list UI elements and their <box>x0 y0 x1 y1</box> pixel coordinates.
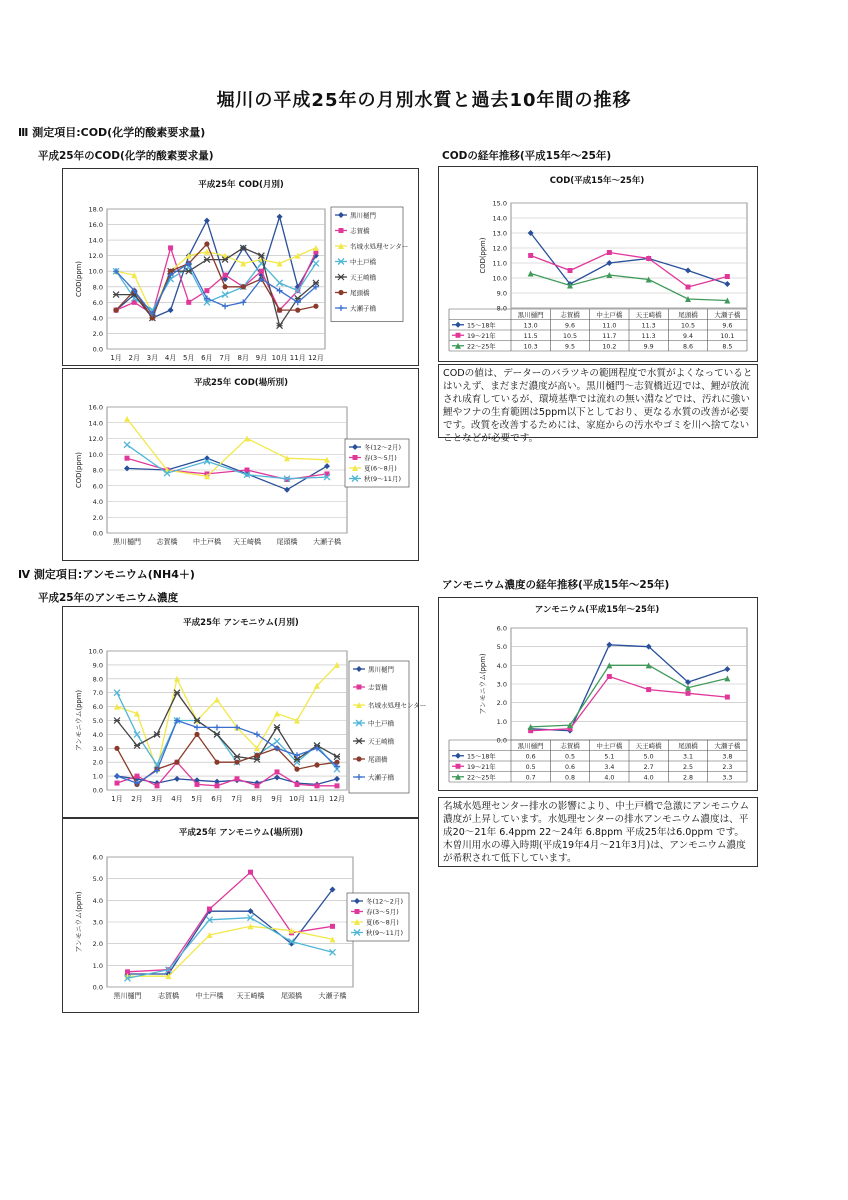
y-axis-label: COD(ppm) <box>75 452 83 488</box>
y-tick-label: 0.0 <box>92 983 103 992</box>
y-tick-label: 7.0 <box>92 689 103 698</box>
data-point <box>204 241 209 246</box>
x-tick-label: 中土戸橋 <box>193 538 221 546</box>
y-tick-label: 13.0 <box>492 229 507 238</box>
table-value: 9.6 <box>722 322 733 330</box>
y-tick-label: 2.0 <box>92 940 103 949</box>
x-tick-label: 天王崎橋 <box>635 741 662 750</box>
data-point <box>155 783 160 788</box>
y-tick-label: 14.0 <box>88 419 103 428</box>
legend <box>349 661 426 793</box>
data-point <box>330 924 335 929</box>
y-tick-label: 4.0 <box>92 730 103 739</box>
data-point <box>295 782 300 787</box>
x-tick-label: 1月 <box>111 795 123 803</box>
x-tick-label: 8月 <box>251 795 263 803</box>
data-point <box>223 273 228 278</box>
y-tick-label: 10.0 <box>88 450 103 459</box>
x-tick-label: 天王崎橋 <box>635 310 662 319</box>
table-value: 10.5 <box>562 332 578 340</box>
legend-label: 黒川樋門 <box>350 211 376 220</box>
data-point <box>135 774 140 779</box>
y-tick-label: 9.0 <box>92 661 103 670</box>
y-tick-label: 1.0 <box>496 717 507 726</box>
table-value: 11.0 <box>602 322 617 330</box>
y-axis-label: アンモニウム(ppm) <box>75 891 83 953</box>
legend-marker <box>353 455 358 460</box>
legend-label: 志賀橋 <box>368 683 388 692</box>
y-axis-label: COD(ppm) <box>479 237 487 274</box>
chart-title: 平成25年 アンモニウム(場所別) <box>178 828 304 838</box>
legend-marker <box>456 764 461 769</box>
table-value: 10.5 <box>680 322 696 330</box>
y-tick-label: 14.0 <box>88 236 103 245</box>
data-point <box>234 760 239 765</box>
y-tick-label: 3.0 <box>92 918 103 927</box>
legend-label: 19～21年 <box>467 763 496 771</box>
y-tick-label: 12.0 <box>492 244 507 253</box>
y-tick-label: 6.0 <box>92 703 103 712</box>
data-point <box>294 767 299 772</box>
legend-marker <box>339 228 344 233</box>
cod-site-chart-frame <box>62 368 419 561</box>
y-tick-label: 16.0 <box>88 403 103 412</box>
chart-title: COD(平成15年～25年) <box>549 176 645 186</box>
x-tick-label: 黒川樋門 <box>517 310 544 319</box>
y-axis-label: アンモニウム(ppm) <box>75 690 83 751</box>
legend-marker <box>456 333 461 338</box>
x-tick-label: 7月 <box>219 354 231 362</box>
x-tick-label: 11月 <box>309 795 325 803</box>
data-point <box>248 870 253 875</box>
y-tick-label: 5.0 <box>92 875 103 884</box>
x-tick-label: 志賀橋 <box>560 310 580 319</box>
x-tick-label: 大瀬子橋 <box>714 310 741 319</box>
y-tick-label: 2.0 <box>496 699 507 708</box>
table-value: 3.1 <box>682 753 694 761</box>
y-tick-label: 0.0 <box>92 529 103 538</box>
legend-label: 名城水処理センター <box>350 242 409 251</box>
y-tick-label: 3.0 <box>496 680 507 689</box>
y-tick-label: 0.0 <box>496 736 507 745</box>
y-tick-label: 6.0 <box>92 298 103 307</box>
legend-label: 22～25年 <box>467 343 496 351</box>
y-tick-label: 5.0 <box>496 643 507 652</box>
page-title: 堀川の平成25年の月別水質と過去10年間の推移 <box>216 90 632 111</box>
legend-label: 冬(12～2月) <box>366 897 403 906</box>
data-point <box>277 308 282 313</box>
y-tick-label: 12.0 <box>88 252 103 261</box>
cod-trend-chart-frame <box>438 166 758 362</box>
table-value: 0.6 <box>525 753 536 761</box>
table-value: 9.6 <box>564 322 576 330</box>
table-value: 2.7 <box>643 763 654 771</box>
x-tick-label: 7月 <box>231 795 243 803</box>
table-value: 2.5 <box>682 763 694 771</box>
data-point <box>125 456 130 461</box>
y-tick-label: 8.0 <box>496 304 507 313</box>
table-value: 10.1 <box>720 332 735 340</box>
data-point <box>174 760 179 765</box>
x-tick-label: 中土戸橋 <box>596 310 623 319</box>
table-value: 10.2 <box>602 343 617 351</box>
data-point <box>568 268 573 273</box>
data-point <box>241 284 246 289</box>
x-tick-label: 5月 <box>183 354 195 362</box>
data-point <box>295 308 300 313</box>
data-point <box>186 300 191 305</box>
data-point <box>255 783 260 788</box>
x-tick-label: 大瀬子橋 <box>313 538 341 546</box>
legend-label: 尾頭橋 <box>350 288 370 297</box>
data-point <box>215 783 220 788</box>
legend-marker <box>357 685 362 690</box>
table-value: 11.5 <box>523 332 538 340</box>
chart-title: 平成25年 COD(場所別) <box>193 378 289 388</box>
data-point <box>114 746 119 751</box>
y-axis-label: アンモニウム(ppm) <box>479 653 487 715</box>
table-value: 13.0 <box>523 322 538 330</box>
data-point <box>168 245 173 250</box>
x-tick-label: 1月 <box>110 354 122 362</box>
data-point <box>725 695 730 700</box>
data-point <box>607 250 612 255</box>
table-value: 3.3 <box>722 774 733 782</box>
data-point <box>315 783 320 788</box>
data-point <box>204 288 209 293</box>
y-tick-label: 5.0 <box>92 717 103 725</box>
data-point <box>528 253 533 258</box>
legend-label: 秋(9～11月) <box>366 928 403 937</box>
table-value: 5.1 <box>604 753 615 761</box>
y-tick-label: 12.0 <box>88 435 103 443</box>
x-tick-label: 尾頭橋 <box>678 310 698 319</box>
data-point <box>115 781 120 786</box>
x-tick-label: 4月 <box>164 354 177 362</box>
data-point <box>646 256 651 261</box>
data-point <box>275 769 280 774</box>
section-heading-nh4: Ⅳ 測定項目:アンモニウム(NH4＋) <box>18 568 195 581</box>
cod-site-chart <box>63 369 418 560</box>
legend <box>345 439 409 487</box>
data-point <box>235 776 240 781</box>
y-tick-label: 1.0 <box>92 772 103 781</box>
y-tick-label: 8.0 <box>92 675 103 684</box>
legend-marker <box>455 753 461 759</box>
table-value: 0.6 <box>564 763 576 771</box>
x-tick-label: 12月 <box>307 354 324 362</box>
data-point <box>335 783 340 788</box>
data-point <box>194 732 199 737</box>
y-tick-label: 4.0 <box>92 498 103 506</box>
table-value: 3.4 <box>604 763 615 771</box>
y-tick-label: 8.0 <box>92 283 103 292</box>
y-axis-label: COD(ppm) <box>75 261 83 297</box>
legend-label: 冬(12～2月) <box>364 443 401 452</box>
x-tick-label: 12月 <box>329 795 345 803</box>
y-tick-label: 0.0 <box>92 786 103 795</box>
nh4-site-chart <box>63 819 418 1012</box>
legend-marker <box>455 322 461 328</box>
table-value: 0.5 <box>564 753 576 761</box>
table-value: 3.8 <box>722 753 733 761</box>
x-tick-label: 志賀橋 <box>560 741 580 750</box>
table-value: 0.8 <box>564 774 576 782</box>
legend-label: 春(3～5月) <box>364 453 397 462</box>
data-point <box>686 285 691 290</box>
table-value: 4.0 <box>604 774 615 782</box>
plot-area <box>107 209 325 349</box>
y-tick-label: 4.0 <box>92 896 103 905</box>
y-tick-label: 4.0 <box>92 314 103 323</box>
table-value: 10.3 <box>523 343 538 351</box>
x-tick-label: 黒川樋門 <box>113 992 142 1000</box>
data-point <box>222 284 227 289</box>
x-tick-label: 5月 <box>191 795 203 803</box>
y-tick-label: 15.0 <box>492 199 507 208</box>
legend-label: 春(3～5月) <box>366 907 399 916</box>
cod-note: CODの値は、データーのバラツキの範囲程度で水質がよくなっているとはいえず、まだまだ濃度が高い。黒川樋門～志賀橋近辺では、鯉が放流され成育しているが、環境基準では流れの無い淵などでは、汚れに強い鯉やフナの生育範囲は5ppm以下としており、更なる水質の改善が必要です。改質を改善するためには、家庭からの汚水やゴミを川へ捨てないことなどが必要です。 <box>438 364 758 438</box>
data-point <box>314 762 319 767</box>
y-tick-label: 11.0 <box>492 259 507 268</box>
x-tick-label: 天王崎橋 <box>233 538 261 546</box>
x-tick-label: 6月 <box>201 354 213 362</box>
x-tick-label: 天王崎橋 <box>236 992 265 1000</box>
legend-label: 19～21年 <box>467 332 496 340</box>
nh4-trend-chart <box>439 598 757 790</box>
data-table <box>449 740 747 782</box>
legend-marker <box>355 909 360 914</box>
nh4-monthly-chart-frame <box>62 606 427 818</box>
section-heading-cod: Ⅲ 測定項目:COD(化学的酸素要求量) <box>18 126 206 139</box>
y-tick-label: 3.0 <box>92 744 103 753</box>
x-tick-label: 志賀橋 <box>156 538 178 546</box>
legend-marker <box>356 756 361 761</box>
x-tick-label: 2月 <box>131 795 143 803</box>
y-tick-label: 8.0 <box>92 466 103 475</box>
legend-marker <box>338 290 343 295</box>
x-tick-label: 9月 <box>255 354 268 362</box>
legend-label: 15～18年 <box>467 322 496 330</box>
data-point <box>646 687 651 692</box>
nh4-monthly-chart <box>63 607 427 817</box>
x-tick-label: 6月 <box>211 795 223 803</box>
nh4-h25-label: 平成25年のアンモニウム濃度 <box>38 592 179 604</box>
x-tick-label: 2月 <box>128 354 140 362</box>
legend-label: 15～18年 <box>467 753 496 761</box>
y-tick-label: 6.0 <box>496 624 507 633</box>
table-value: 0.5 <box>525 763 536 771</box>
x-tick-label: 3月 <box>146 354 159 362</box>
table-value: 9.5 <box>564 343 576 351</box>
data-point <box>725 274 730 279</box>
y-tick-label: 10.0 <box>88 267 103 276</box>
table-value: 8.6 <box>682 343 694 351</box>
data-point <box>195 782 200 787</box>
y-tick-label: 0.0 <box>92 345 103 354</box>
legend-label: 志賀橋 <box>350 226 370 235</box>
nh4-note: 名城水処理センター排水の影響により、中土戸橋で急激にアンモニウム濃度が上昇しています。水処理センターの排水アンモニウム濃度は、平成20～21年 6.4ppm 22～24年 6.8ppm 平成25年は6.0ppm です。木曽川用水の導入時期(平成19年4月～21年3月)は、アンモニウム濃度が希釈されて低下しています。 <box>438 797 758 867</box>
x-tick-label: 中土戸橋 <box>195 992 224 1000</box>
x-tick-label: 黒川樋門 <box>113 538 141 546</box>
data-point <box>254 753 259 758</box>
y-tick-label: 18.0 <box>88 205 103 214</box>
data-table <box>449 309 747 351</box>
nh4-trend-chart-frame <box>438 597 758 791</box>
chart-title: 平成25年 アンモニウム(月別) <box>183 618 299 628</box>
table-value: 2.8 <box>682 774 694 782</box>
y-tick-label: 2.0 <box>92 329 103 338</box>
data-point <box>313 304 318 309</box>
y-tick-label: 10.0 <box>88 647 103 656</box>
table-value: 9.9 <box>643 343 654 351</box>
cod-h25-label: 平成25年のCOD(化学的酸素要求量) <box>38 150 214 162</box>
x-tick-label: 尾頭橋 <box>281 992 302 1000</box>
chart-title: 平成25年 COD(月別) <box>198 180 284 190</box>
y-tick-label: 10.0 <box>492 274 507 283</box>
legend-label: 夏(6～8月) <box>366 918 399 927</box>
table-value: 9.4 <box>682 332 694 340</box>
legend-label: 大瀬子橋 <box>350 304 376 313</box>
legend <box>331 207 408 322</box>
x-tick-label: 尾頭橋 <box>678 741 698 750</box>
table-value: 11.7 <box>602 332 617 340</box>
x-tick-label: 黒川樋門 <box>517 741 544 750</box>
legend-label: 夏(6～8月) <box>364 464 397 473</box>
legend-label: 天王崎橋 <box>350 273 376 282</box>
x-tick-label: 10月 <box>271 354 288 362</box>
table-value: 11.3 <box>641 322 656 330</box>
data-point <box>686 691 691 696</box>
chart-title: アンモニウム(平成15年～25年) <box>534 605 660 615</box>
table-value: 4.0 <box>643 774 654 782</box>
data-point <box>245 468 250 473</box>
table-value: 5.0 <box>643 753 654 761</box>
data-point <box>113 308 118 313</box>
x-tick-label: 9月 <box>271 795 283 803</box>
legend-label: 天王崎橋 <box>368 737 394 746</box>
nh4-trend-label: アンモニウム濃度の経年推移(平成15年～25年) <box>442 579 670 591</box>
y-tick-label: 9.0 <box>496 289 507 298</box>
x-tick-label: 大瀬子橋 <box>318 992 347 1000</box>
legend-label: 尾頭橋 <box>368 755 388 764</box>
cod-trend-chart <box>439 167 757 361</box>
data-point <box>214 760 219 765</box>
nh4-site-chart-frame <box>62 818 419 1013</box>
table-value: 11.3 <box>641 332 656 340</box>
table-value: 0.7 <box>525 774 536 782</box>
data-point <box>207 907 212 912</box>
y-tick-label: 14.0 <box>492 214 507 223</box>
cod-trend-label: CODの経年推移(平成15年～25年) <box>442 150 612 162</box>
x-tick-label: 中土戸橋 <box>596 741 623 750</box>
y-tick-label: 6.0 <box>92 853 103 862</box>
x-tick-label: 尾頭橋 <box>276 538 298 546</box>
x-tick-label: 11月 <box>289 354 306 362</box>
y-tick-label: 2.0 <box>92 758 103 767</box>
x-tick-label: 4月 <box>171 795 183 803</box>
legend-label: 中土戸橋 <box>368 719 394 728</box>
x-tick-label: 8月 <box>237 354 249 362</box>
x-tick-label: 10月 <box>289 795 305 803</box>
y-tick-label: 16.0 <box>88 221 103 230</box>
legend <box>347 893 409 941</box>
y-tick-label: 1.0 <box>92 961 103 970</box>
legend-label: 黒川樋門 <box>368 665 394 674</box>
table-value: 8.5 <box>722 343 733 351</box>
cod-monthly-chart <box>63 169 418 365</box>
x-tick-label: 大瀬子橋 <box>714 741 741 750</box>
table-value: 2.3 <box>722 763 733 771</box>
cod-monthly-chart-frame <box>62 168 419 366</box>
legend-label: 22～25年 <box>467 774 496 782</box>
y-tick-label: 6.0 <box>92 482 103 491</box>
legend-label: 秋(9～11月) <box>364 474 401 483</box>
legend-label: 名城水処理センター <box>368 701 427 710</box>
data-point <box>259 269 264 274</box>
x-tick-label: 志賀橋 <box>158 992 179 1000</box>
legend-label: 中土戸橋 <box>350 257 376 266</box>
legend-label: 大瀬子橋 <box>368 773 394 782</box>
y-tick-label: 4.0 <box>496 661 507 670</box>
data-point <box>607 674 612 679</box>
y-tick-label: 2.0 <box>92 513 103 522</box>
x-tick-label: 3月 <box>151 795 163 803</box>
